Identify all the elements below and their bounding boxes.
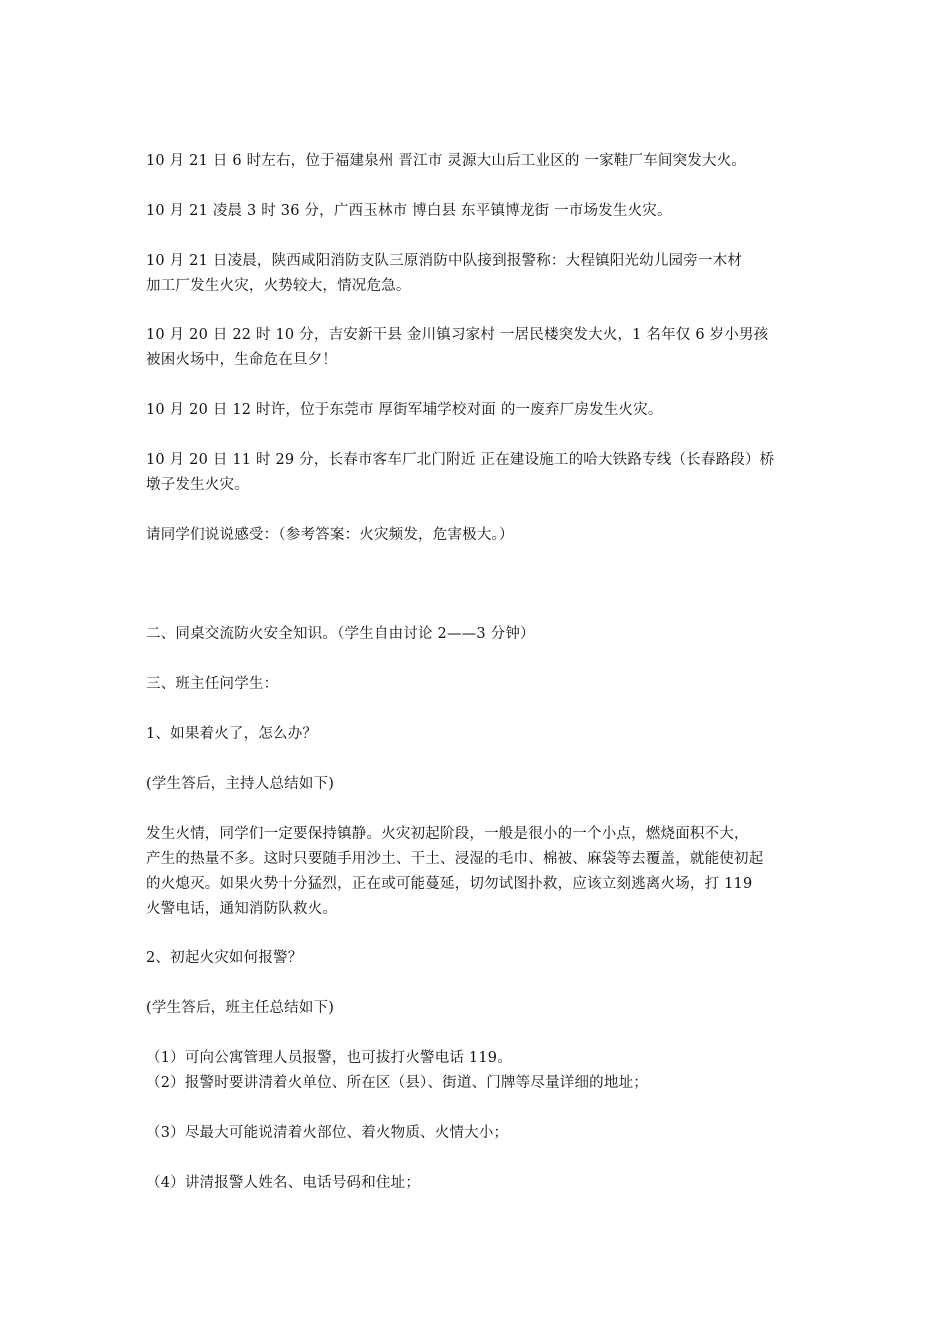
paragraph <box>146 323 814 373</box>
note <box>146 772 814 797</box>
text-line: 10 月 21 日 6 时左右，位于福建泉州 晋江市 灵源大山后工业区的 一家鞋厂车间突发大火。 <box>146 153 747 169</box>
question <box>146 722 814 747</box>
note <box>146 996 814 1021</box>
paragraph <box>146 149 814 174</box>
text-line: (学生答后，主持人总结如下) <box>146 776 335 792</box>
paragraph <box>146 249 814 299</box>
text-line: （1）可向公寓管理人员报警，也可拔打火警电话 119。 <box>146 1050 512 1066</box>
paragraph <box>146 398 814 423</box>
text-line: （2）报警时要讲清着火单位、所在区（县）、街道、门牌等尽量详细的地址； <box>146 1075 648 1091</box>
text-line: 请同学们说说感受：（参考答案：火灾频发，危害极大。） <box>146 527 514 543</box>
text-line: 三、班主任问学生： <box>146 676 279 692</box>
text-line: 产生的热量不多。这时只要随手用沙土、干土、浸湿的毛巾、棉被、麻袋等去覆盖，就能使初起 <box>146 851 764 867</box>
text-line: （3）尽最大可能说清着火部位、着火物质、火情大小； <box>146 1125 509 1141</box>
paragraph <box>146 822 814 922</box>
paragraph <box>146 448 814 498</box>
text-line: 的火熄灭。如果火势十分猛烈，正在或可能蔓延，切勿试图扑救，应该立刻逃离火场，打 119 <box>146 876 753 892</box>
paragraph <box>146 199 814 224</box>
text-line: 发生火情，同学们一定要保持镇静。火灾初起阶段，一般是很小的一个小点，燃烧面积不大， <box>146 826 749 842</box>
text-line: 加工厂发生火灾，火势较大，情况危急。 <box>146 278 411 294</box>
text-line: 1、如果着火了，怎么办？ <box>146 726 318 742</box>
text-line: 二、同桌交流防火安全知识。（学生自由讨论 2——3 分钟） <box>146 626 535 642</box>
text-line: 墩子发生火灾。 <box>146 477 249 493</box>
list-item <box>146 1121 814 1146</box>
text-line: 2、初起火灾如何报警？ <box>146 950 303 966</box>
text-line: (学生答后，班主任总结如下) <box>146 1000 335 1016</box>
text-line: 10 月 20 日 22 时 10 分，吉安新干县 金川镇习家村 一居民楼突发大火，1 名年仅 6 岁小男孩 <box>146 327 769 343</box>
list-item <box>146 1046 814 1096</box>
text-line: 10 月 21 日凌晨，陕西咸阳消防支队三原消防中队接到报警称：大程镇阳光幼儿园旁一木材 <box>146 253 743 269</box>
section-heading <box>146 672 814 697</box>
text-line: 被困火场中，生命危在旦夕！ <box>146 352 338 368</box>
text-line: 10 月 21 凌晨 3 时 36 分，广西玉林市 博白县 东平镇博龙街 一市场发生火灾。 <box>146 203 672 219</box>
paragraph <box>146 523 814 548</box>
list-item <box>146 1171 814 1196</box>
text-line: （4）讲清报警人姓名、电话号码和住址； <box>146 1175 421 1191</box>
text-line: 火警电话，通知消防队救火。 <box>146 901 338 917</box>
question <box>146 946 814 971</box>
text-line: 10 月 20 日 12 时许，位于东莞市 厚街军埔学校对面 的一废弃厂房发生火灾。 <box>146 402 663 418</box>
text-line: 10 月 20 日 11 时 29 分，长春市客车厂北门附近 正在建设施工的哈大铁路专线（长春路段）桥 <box>146 452 775 468</box>
section-heading <box>146 622 814 647</box>
